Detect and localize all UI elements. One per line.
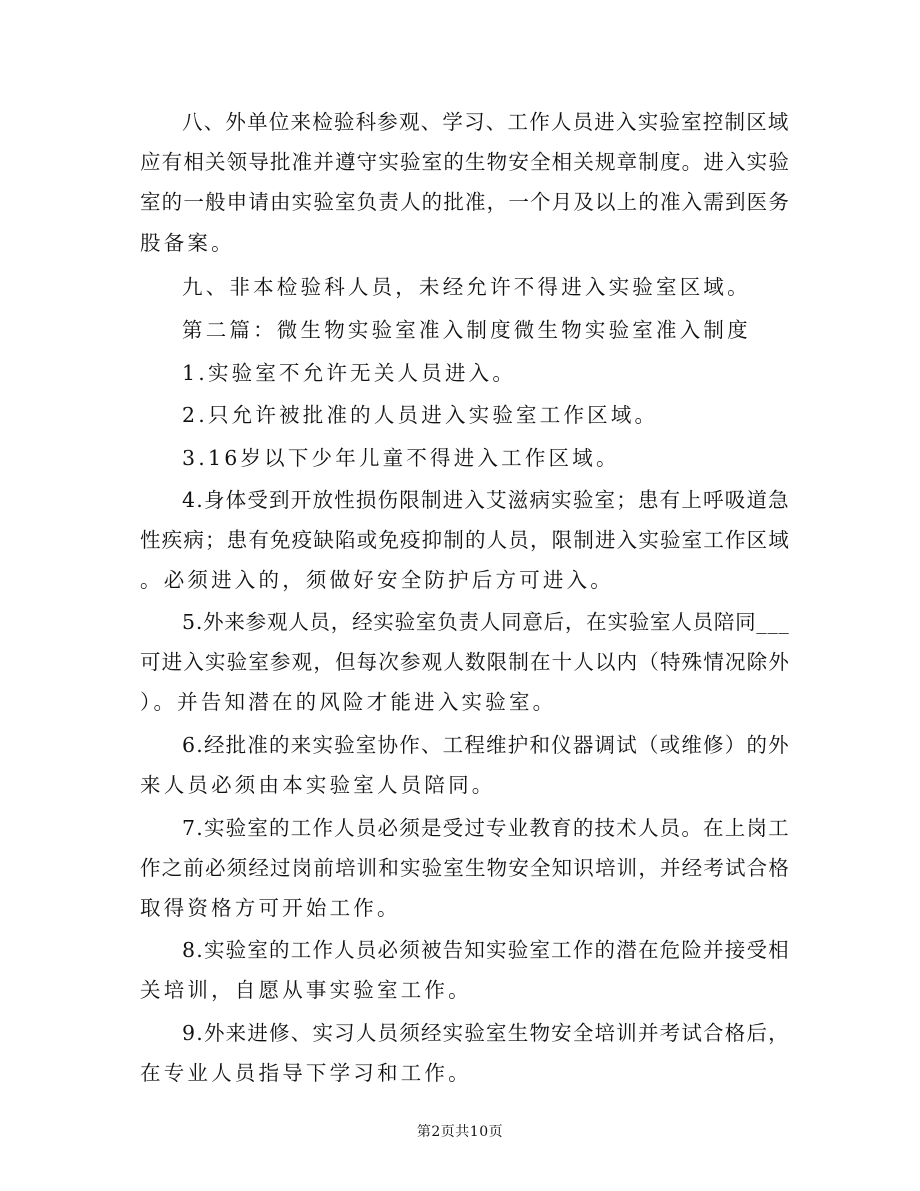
text-line: 可进入实验室参观，但每次参观人数限制在十人以内（特殊情况除外 — [140, 650, 790, 674]
text-line: 作之前必须经过岗前培训和实验室生物安全知识培训，并经考试合格 — [140, 856, 790, 880]
list-item: 4.身体受到开放性损伤限制进入艾滋病实验室；患有上呼吸道急 — [182, 488, 790, 512]
list-item: 9.外来进修、实习人员须经实验室生物安全培训并考试合格后， — [182, 1021, 790, 1045]
list-item: 6.经批准的来实验室协作、工程维护和仪器调试（或维修）的外 — [182, 733, 790, 757]
section-heading: 第二篇：微生物实验室准入制度微生物实验室准入制度 — [182, 318, 751, 342]
list-item: 5.外来参观人员，经实验室负责人同意后，在实验室人员陪同___ — [182, 610, 790, 634]
text-line: ）。并告知潜在的风险才能进入实验室。 — [140, 690, 557, 714]
text-line: 来人员必须由本实验室人员陪同。 — [140, 773, 496, 797]
text-line: 九、非本检验科人员，未经允许不得进入实验室区域。 — [182, 275, 751, 299]
text-line: 性疾病；患有免疫缺陷或免疫抑制的人员，限制进入实验室工作区域 — [140, 528, 790, 552]
text-line: 取得资格方可开始工作。 — [140, 896, 401, 920]
text-line: 关培训，自愿从事实验室工作。 — [140, 978, 472, 1002]
list-item: 1.实验室不允许无关人员进入。 — [182, 361, 517, 385]
text-line: 八、外单位来检验科参观、学习、工作人员进入实验室控制区域 — [182, 110, 790, 134]
text-line: 。必须进入的，须做好安全防护后方可进入。 — [140, 568, 614, 592]
text-line: 股备案。 — [140, 231, 235, 255]
list-item: 7.实验室的工作人员必须是受过专业教育的技术人员。在上岗工 — [182, 816, 790, 840]
page-number-footer: 第2页共10页 — [416, 1124, 504, 1140]
text-line: 应有相关领导批准并遵守实验室的生物安全相关规章制度。进入实验 — [140, 150, 790, 174]
list-item: 8.实验室的工作人员必须被告知实验室工作的潜在危险并接受相 — [182, 938, 790, 962]
list-item: 2.只允许被批准的人员进入实验室工作区域。 — [182, 403, 659, 427]
text-line: 在专业人员指导下学习和工作。 — [140, 1061, 472, 1085]
list-item: 3.16岁以下少年儿童不得进入工作区域。 — [182, 446, 620, 470]
text-line: 室的一般申请由实验室负责人的批准，一个月及以上的准入需到医务 — [140, 190, 790, 214]
